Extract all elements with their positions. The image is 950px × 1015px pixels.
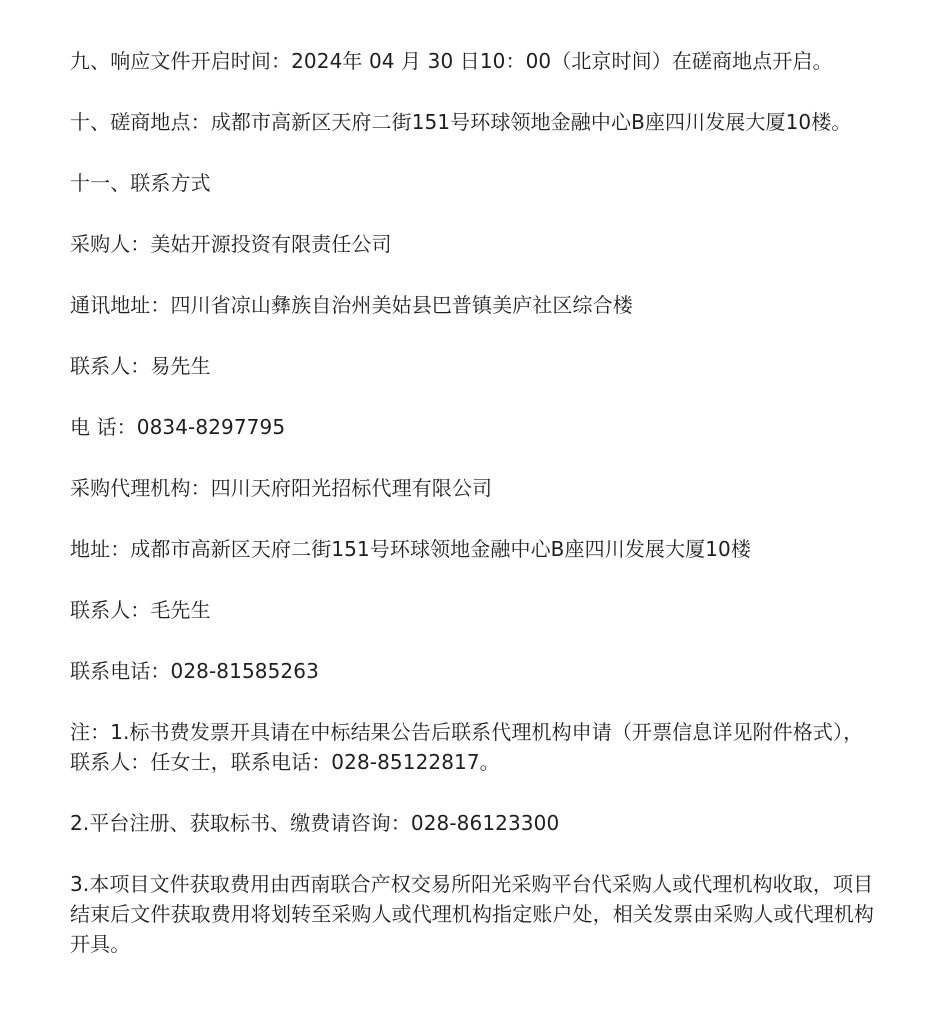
- note-fee-collection: 3.本项目文件获取费用由西南联合产权交易所阳光采购平台代采购人或代理机构收取，项目结束后文件获取费用将划转至采购人或代理机构指定账户处，相关发票由采购人或代理机构开具。: [70, 872, 874, 956]
- agency-phone: 联系电话：028-81585263: [70, 659, 319, 683]
- negotiation-location-paragraph: 十、磋商地点：成都市高新区天府二街151号环球领地金融中心B座四川发展大厦10楼。: [70, 110, 852, 134]
- purchaser-address: 通讯地址：四川省凉山彝族自治州美姑县巴普镇美庐社区综合楼: [70, 293, 633, 317]
- note-invoice: 注：1.标书费发票开具请在中标结果公告后联系代理机构申请（开票信息详见附件格式），联系人：任女士，联系电话：028-85122817。: [70, 720, 864, 774]
- purchaser-name: 采购人：美姑开源投资有限责任公司: [70, 232, 392, 256]
- contact-heading: 十一、联系方式: [70, 171, 211, 195]
- opening-time-paragraph: 九、响应文件开启时间：2024年 04 月 30 日10：00（北京时间）在磋商地点开启。: [70, 49, 833, 73]
- purchaser-contact-person: 联系人：易先生: [70, 354, 211, 378]
- agency-name: 采购代理机构：四川天府阳光招标代理有限公司: [70, 476, 493, 500]
- agency-contact-person: 联系人：毛先生: [70, 598, 211, 622]
- agency-address: 地址：成都市高新区天府二街151号环球领地金融中心B座四川发展大厦10楼: [70, 537, 751, 561]
- purchaser-phone: 电 话：0834-8297795: [70, 415, 286, 439]
- note-platform-consult: 2.平台注册、获取标书、缴费请咨询：028-86123300: [70, 811, 560, 835]
